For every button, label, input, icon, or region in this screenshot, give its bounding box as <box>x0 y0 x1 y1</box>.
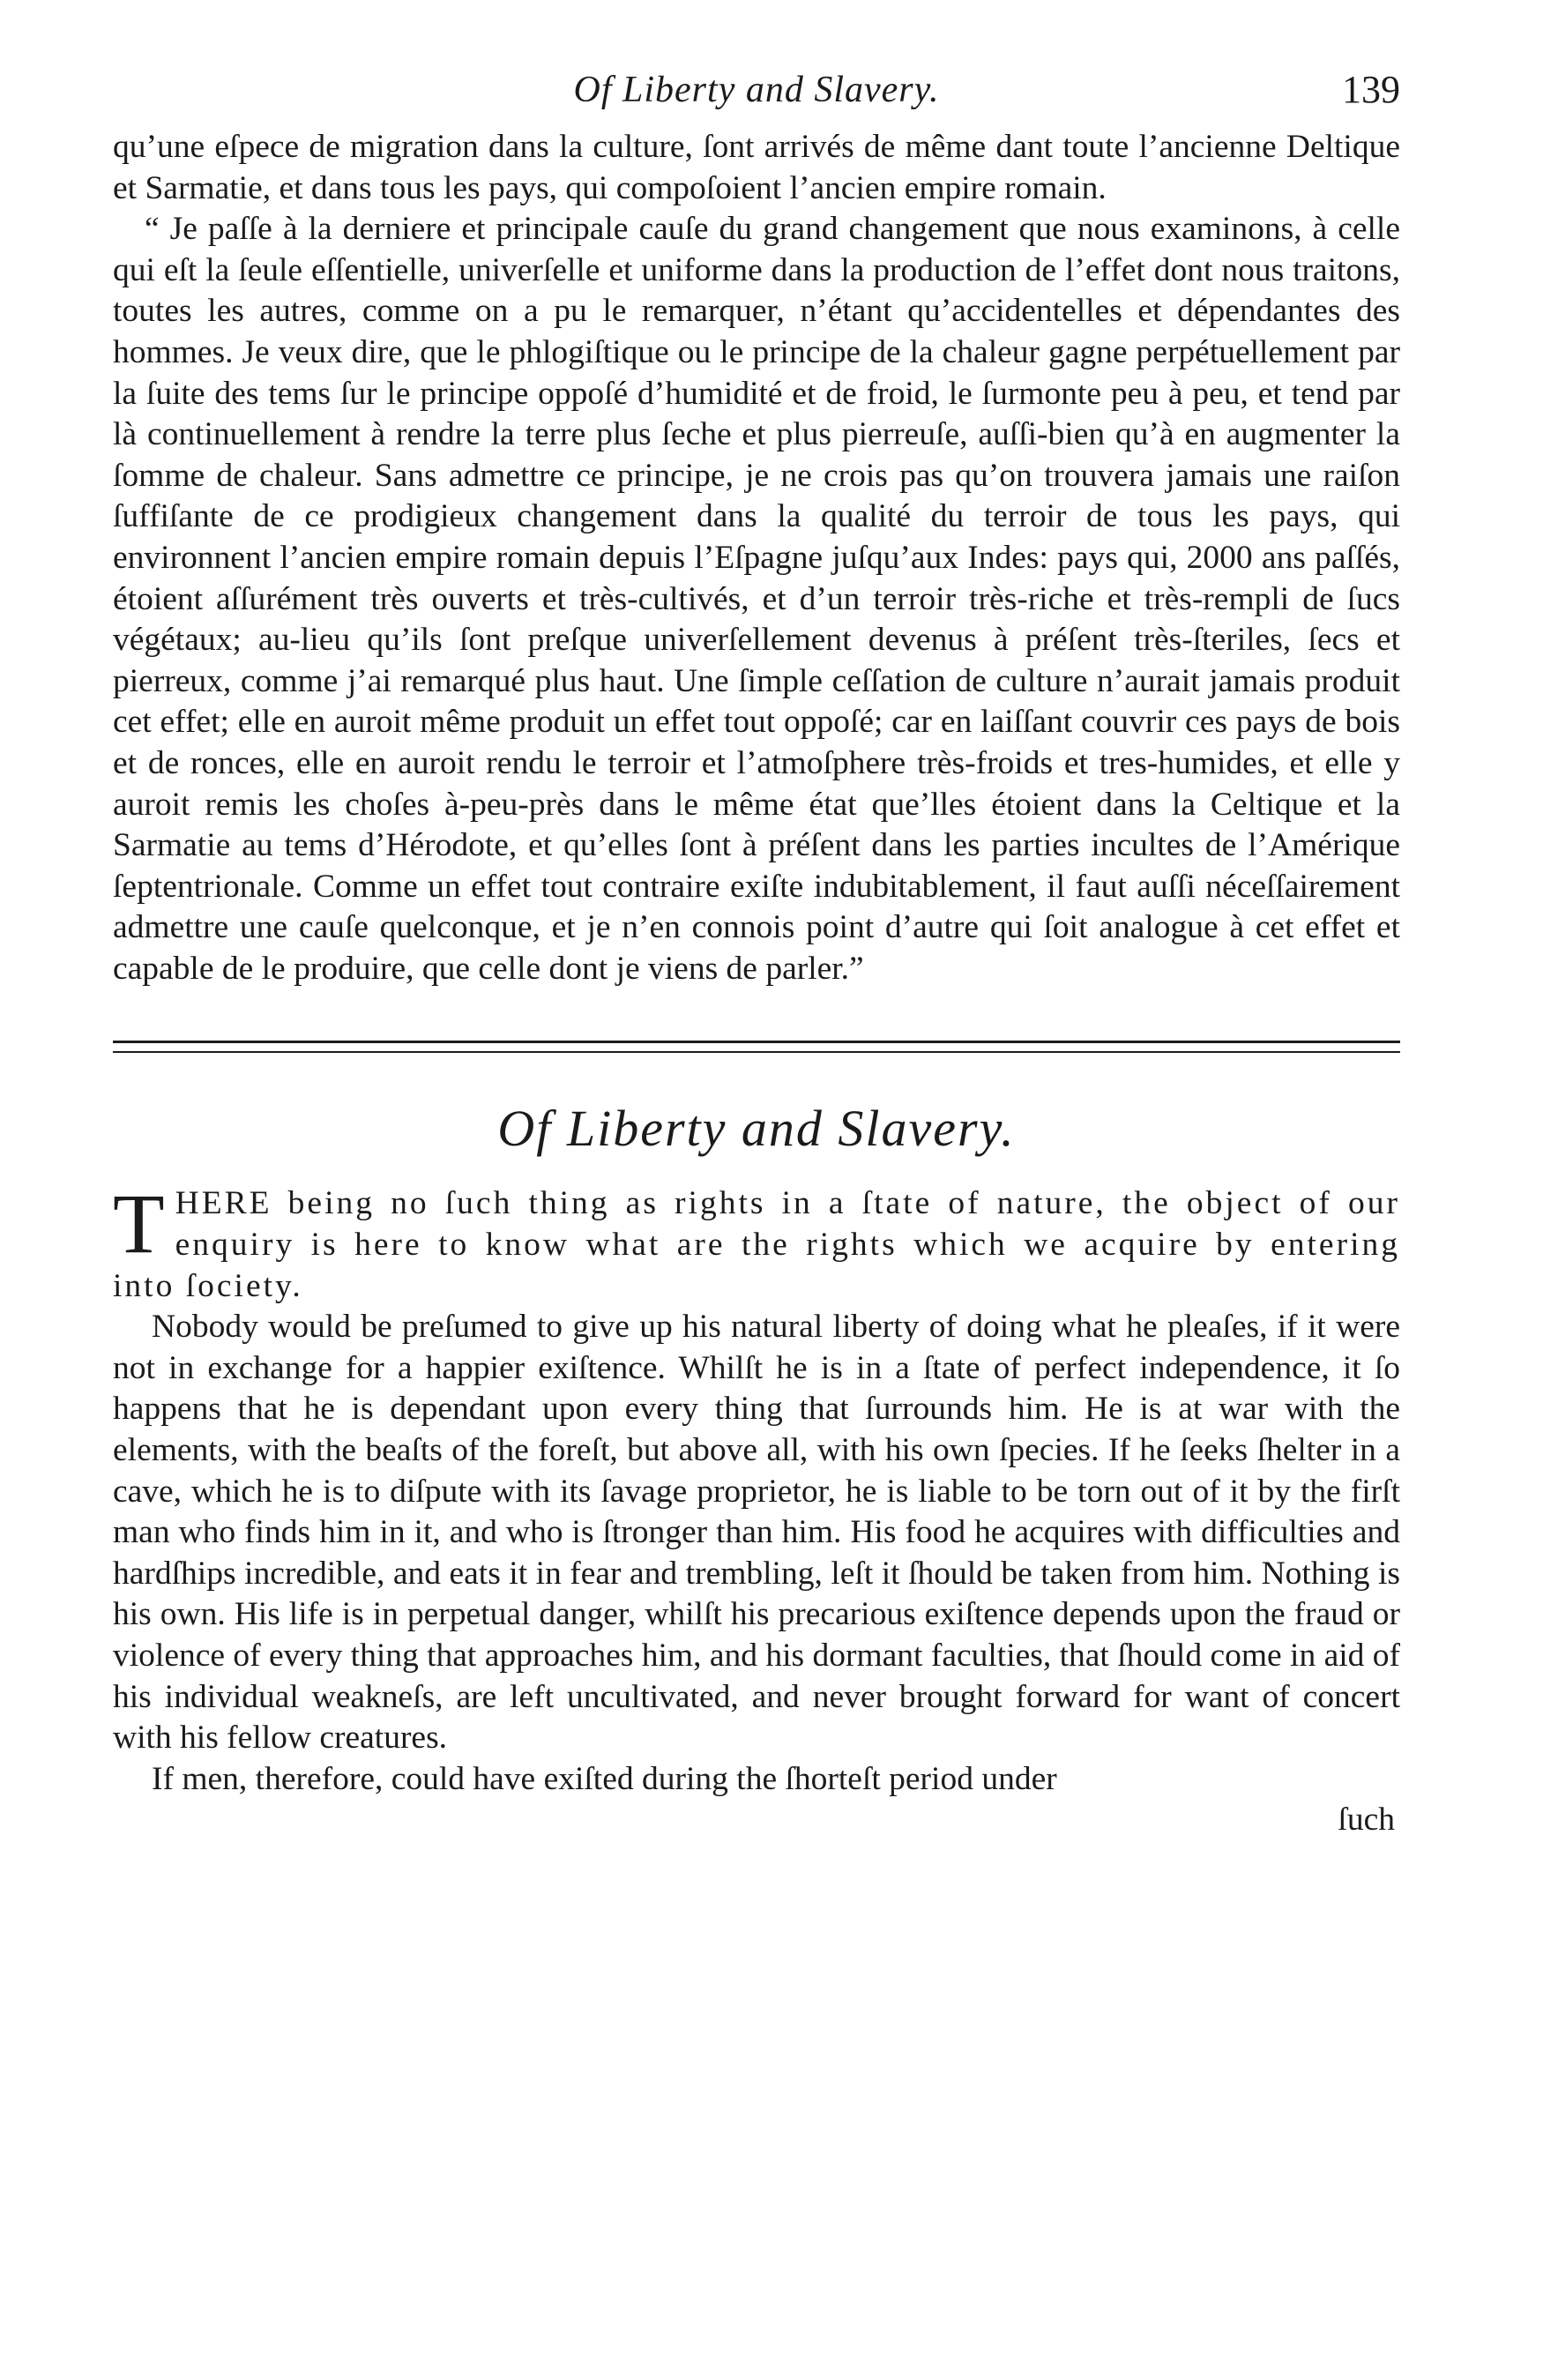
body-paragraph-1 <box>113 1176 1400 1307</box>
body-paragraph-2: Nobody would be preſumed to give up his natural liberty of doing what he pleaſes, if it were not in exchange for a happier exiſtence. Whilſt he is in a ſtate of perfect independence, it ſo happens that he is dependant upon every thing that ſurrounds him. He is at war with the elements, with the beaſts of the foreſt, but above all, with his own ſpecies. If he ſeeks ſhelter in a cave, which he is to diſpute with its ſavage proprietor, he is liable to be torn out of it by the firſt man who finds him in it, and who is ſtronger than him. His food he acquires with difficulties and hardſhips incredible, and eats it in fear and trembling, leſt it ſhould be taken from him. Nothing is his own. His life is in perpetual danger, whilſt his precarious exiſtence depends upon the fraud or violence of every thing that approaches him, and his dormant faculties, that ſhould come in aid of his individual weakneſs, are left uncultivated, and never brought forward for want of concert with his fellow creatures. <box>113 1309 1400 1757</box>
page-number: 139 <box>1342 68 1400 111</box>
quote-paragraph-1: qu’une eſpece de migration dans la culture, ſont arrivés de même dant toute l’ancienne Deltique et Sarmatie, et dans tous les pays, qui compoſoient l’ancien empire romain. <box>113 129 1400 206</box>
running-title: Of Liberty and Slavery. <box>573 70 940 110</box>
running-head <box>113 62 1400 127</box>
body-paragraph-1-text: HERE being no ſuch thing as rights in a ſtate of nature, the object of our enquiry is here to know what are the rights which we acquire by entering into ſociety. <box>113 1185 1400 1304</box>
section-divider-bottom <box>113 1051 1400 1053</box>
quote-paragraph-2: “ Je paſſe à la derniere et principale cauſe du grand changement que nous examinons, à celle qui eſt la ſeule eſſentielle, univerſelle et uniforme dans la production de l’effet dont nous traitons, toutes les autres, comme on a pu le remarquer, n’étant qu’accidentelles et dépendantes des hommes. Je veux dire, que le phlogiſtique ou le principe de la chaleur gagne perpétuellement par la ſuite des tems ſur le principe oppoſé d’humidité et de froid, le ſurmonte peu à peu, et tend par là continuellement à rendre la terre plus ſeche et plus pierreuſe, auſſi-bien qu’à en augmenter la ſomme de chaleur. Sans admettre ce principe, je ne crois pas qu’on trouvera jamais une raiſon ſuffiſante de ce prodigieux changement dans la qualité du terroir de tous les pays, qui environnent l’ancien empire romain depuis l’Eſpagne juſqu’aux Indes: pays qui, 2000 ans paſſés, étoient aſſurément très ouverts et très-cultivés, et d’un terroir très-riche et très-rempli de ſucs végétaux; au-lieu qu’ils ſont preſque univerſellement devenus à préſent très-ſteriles, ſecs et pierreux, comme j’ai remarqué plus haut. Une ſimple ceſſation de culture n’aurait jamais produit cet effet; elle en auroit même produit un effet tout oppoſé; car en laiſſant couvrir ces pays de bois et de ronces, elle en auroit rendu le terroir et l’atmoſphere très-froids et tres-humides, et elle y auroit remis les choſes à-peu-près dans le même état que’lles étoient dans la Celtique et la Sarmatie au tems d’Hérodote, et qu’elles ſont à préſent dans les parties incultes de l’Amérique ſeptentrionale. Comme un effet tout contraire exiſte indubitablement, il faut auſſi néceſſairement admettre une cauſe quelconque, et je n’en connois point d’autre qui ſoit analogue à cet effet et capable de le produire, que celle dont je viens de parler.” <box>113 211 1400 987</box>
book-page <box>113 62 1400 1841</box>
drop-cap: T <box>113 1176 165 1272</box>
body-paragraph-3: If men, therefore, could have exiſted during the ſhorteſt period under <box>152 1760 1057 1797</box>
section-divider-top <box>113 1041 1400 1043</box>
quoted-passage <box>113 127 1400 989</box>
section-heading: Of Liberty and Slavery. <box>497 1100 1016 1158</box>
catchword: ſuch <box>1338 1802 1395 1839</box>
section-body <box>113 1176 1400 1841</box>
